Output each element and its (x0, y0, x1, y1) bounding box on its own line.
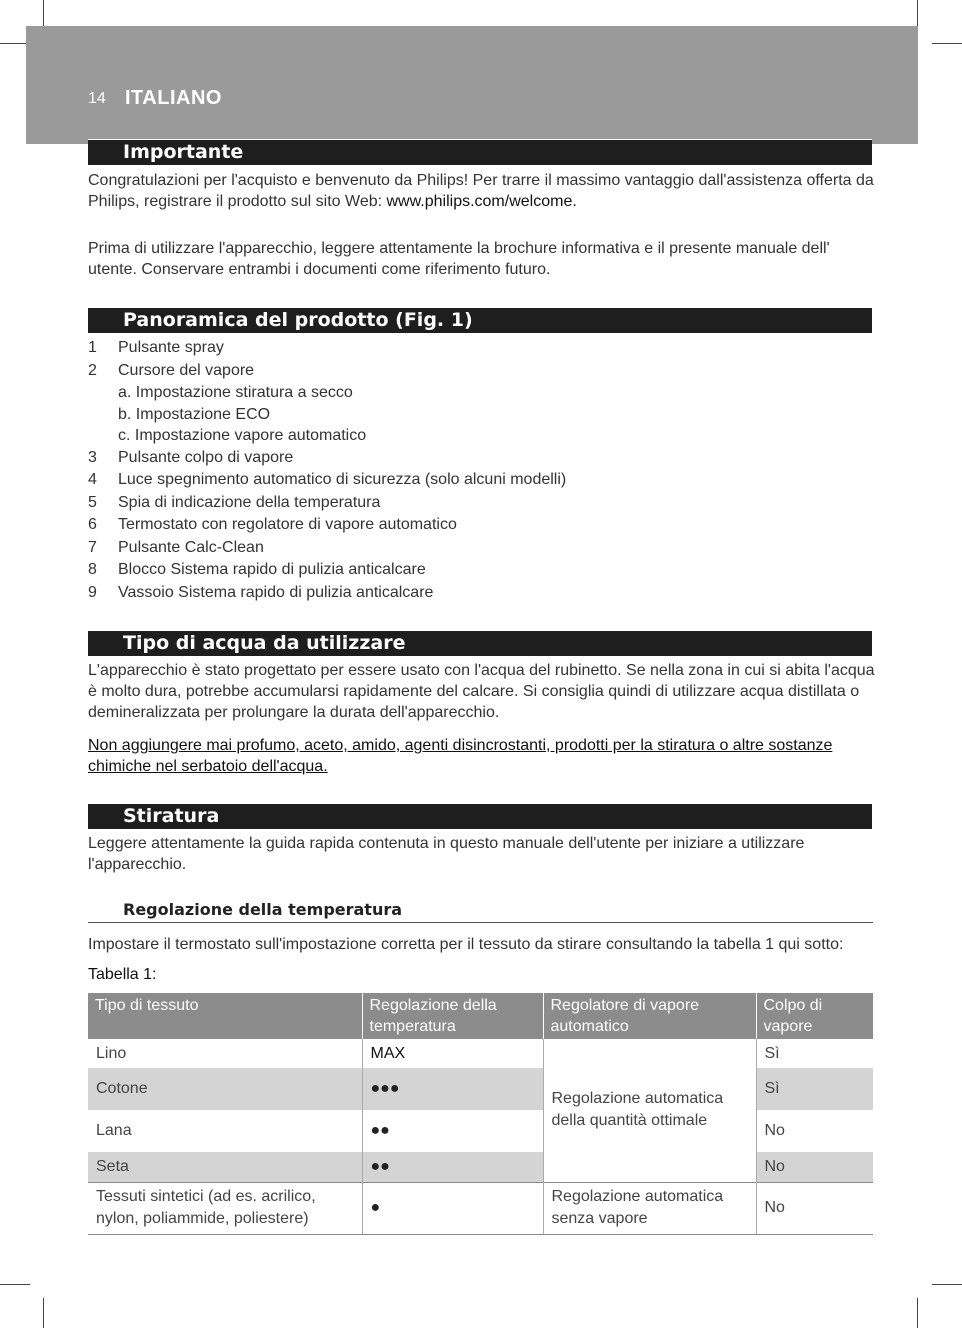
fabric-cell: Lana (96, 1122, 132, 1139)
intro-text: Congratulazioni per l'acquisto e benvenuto da Philips! Per trarre il massimo vantaggio dall'assistenza offerta da Philips, registrare il prodotto sul sito Web: (88, 172, 874, 210)
section-bar-acqua (88, 630, 872, 656)
column-header: Colpo di vapore (756, 993, 873, 1039)
section-title: Importante (123, 141, 244, 163)
table-row (88, 1110, 873, 1152)
steam-cell: Regolazione automatica della quantità ottimale (543, 1039, 756, 1182)
list-item (88, 469, 868, 492)
item-label: Luce spegnimento automatico di sicurezza (solo alcuni modelli) (118, 471, 567, 488)
item-number: 9 (88, 583, 97, 601)
table-caption: Tabella 1: (88, 966, 157, 983)
column-header: Regolatore di vapore automatico (543, 993, 756, 1039)
section-title: Panoramica del prodotto (Fig. 1) (123, 309, 473, 331)
list-item (88, 337, 868, 360)
item-label: Vassoio Sistema rapido di pulizia anticalcare (118, 583, 434, 601)
list-subitem: a. Impostazione stiratura a secco (118, 384, 353, 401)
header-band (26, 26, 918, 144)
item-number: 4 (88, 471, 97, 488)
burst-cell: No (756, 1110, 873, 1152)
item-label: Cursore del vapore (118, 361, 255, 379)
temp-cell: MAX (362, 1039, 543, 1068)
item-label: Blocco Sistema rapido di pulizia anticalcare (118, 561, 426, 578)
crop-mark (932, 43, 962, 44)
table-row (88, 1152, 873, 1182)
website-link[interactable]: www.philips.com/welcome. (386, 193, 577, 210)
ironing-paragraph: Leggere attentamente la guida rapida contenuta in questo manuale dell'utente per iniziare a utilizzare l'apparecchio. (88, 835, 805, 873)
settings-table (88, 993, 873, 1235)
water-warning: Non aggiungere mai profumo, aceto, amido, agenti disincrostanti, prodotti per la stiratura o altre sostanze chimiche nel serbatoio dell'acqua. (88, 737, 833, 775)
list-item (88, 447, 868, 470)
item-label: Termostato con regolatore di vapore automatico (118, 516, 457, 533)
item-number: 2 (88, 361, 97, 379)
temp-cell: ● (362, 1182, 543, 1234)
table-row (88, 1039, 873, 1068)
fabric-cell: Tessuti sintetici (ad es. acrilico, nylon, poliammide, poliestere) (88, 1182, 362, 1234)
section-bar-panoramica (88, 307, 872, 333)
burst-cell: Sì (756, 1068, 873, 1110)
item-number: 7 (88, 538, 97, 556)
fabric-cell: Seta (88, 1152, 362, 1182)
burst-cell: No (756, 1182, 873, 1234)
fabric-cell: Cotone (88, 1068, 362, 1110)
item-number: 1 (88, 339, 97, 356)
intro-paragraph (88, 170, 878, 212)
list-item (88, 514, 868, 537)
item-number: 5 (88, 493, 97, 511)
item-label: Spia di indicazione della temperatura (118, 493, 381, 511)
list-item (88, 582, 868, 605)
section-title: Tipo di acqua da utilizzare (123, 632, 406, 654)
temp-cell: ●●● (362, 1068, 543, 1110)
subsection-heading (88, 898, 873, 923)
table-row (88, 1182, 873, 1234)
item-number: 6 (88, 516, 97, 533)
temperature-paragraph: Impostare il termostato sull'impostazione corretta per il tessuto da stirare consultando la tabella 1 qui sotto: (88, 936, 844, 953)
section-bar-stiratura (88, 803, 872, 829)
crop-mark (917, 1298, 918, 1328)
table-row (88, 1068, 873, 1110)
burst-cell: No (756, 1152, 873, 1182)
temp-cell: ●● (362, 1152, 543, 1182)
crop-mark (43, 1298, 44, 1328)
product-list (88, 337, 868, 604)
section-bar-importante (88, 139, 872, 165)
list-subitem: c. Impostazione vapore automatico (118, 427, 367, 444)
water-paragraph: L'apparecchio è stato progettato per essere usato con l'acqua del rubinetto. Se nella zona in cui si abita l'acqua è molto dura, potrebbe accumularsi rapidamente del calcare. Si consiglia quindi di utilizzare acqua distillata o demineralizzata per prolungare la durata dell'apparecchio. (88, 662, 875, 721)
manual-note: Prima di utilizzare l'apparecchio, leggere attentamente la brochure informativa e il presente manuale dell' utente. Conservare entrambi i documenti come riferimento futuro. (88, 240, 830, 278)
section-title: Stiratura (123, 805, 220, 827)
subsection-title: Regolazione della temperatura (123, 900, 403, 919)
list-item (88, 360, 868, 383)
table-header-row (88, 993, 873, 1039)
crop-mark (0, 1284, 30, 1285)
temp-cell: ●● (362, 1110, 543, 1152)
column-header: Regolazione della temperatura (362, 993, 543, 1039)
item-label: Pulsante Calc-Clean (118, 538, 264, 556)
language-title: ITALIANO (125, 87, 222, 109)
list-item (88, 492, 868, 515)
list-item (88, 559, 868, 582)
list-item (88, 537, 868, 560)
crop-mark (932, 1284, 962, 1285)
page-number: 14 (88, 90, 106, 107)
list-subitem: b. Impostazione ECO (118, 405, 271, 423)
fabric-cell: Lino (96, 1044, 127, 1062)
column-header: Tipo di tessuto (88, 993, 362, 1039)
item-label: Pulsante colpo di vapore (118, 448, 294, 466)
item-number: 3 (88, 448, 97, 466)
item-label: Pulsante spray (118, 339, 224, 356)
item-number: 8 (88, 561, 97, 578)
burst-cell: Sì (756, 1039, 873, 1068)
steam-cell: Regolazione automatica senza vapore (543, 1182, 756, 1234)
